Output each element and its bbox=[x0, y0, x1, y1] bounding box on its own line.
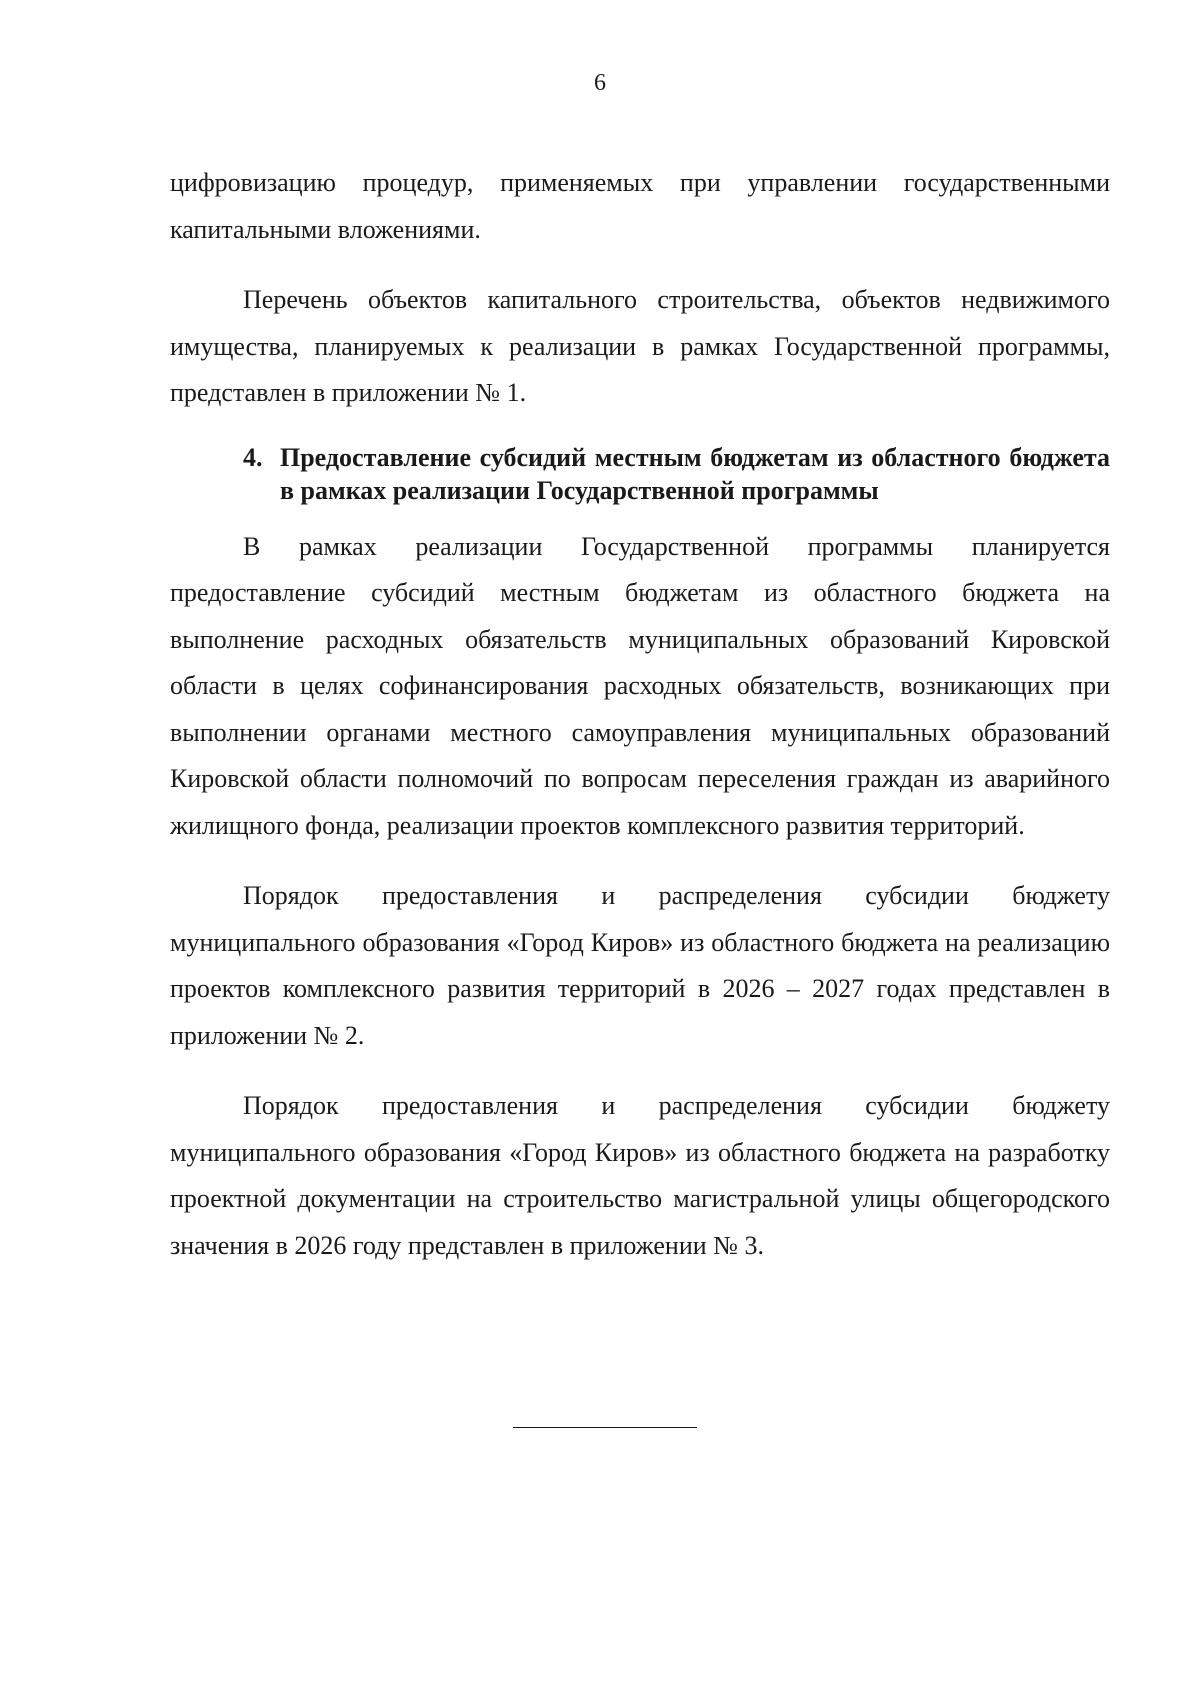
document-body bbox=[170, 160, 1110, 1293]
subsidies-paragraph: В рамках реализации Государственной программы планируется предоставление субсидий местным бюджетам из областного бюджета на выполнение расходных обязательств муниципальных образований Кировской области в целях софинансирования расходных обязательств, возникающих при выполнении органами местного самоуправления муниципальных образований Кировской области полномочий по вопросам переселения граждан из аварийного жилищного фонда, реализации проектов комплексного развития территорий. bbox=[170, 531, 1110, 840]
capital-objects-paragraph: Перечень объектов капитального строительства, объектов недвижимого имущества, планируемых к реализации в рамках Государственной программы, представлен в приложении № 1. bbox=[170, 285, 1110, 407]
page-number: 6 bbox=[594, 70, 606, 96]
continued-paragraph: цифровизацию процедур, применяемых при управлении государственными капитальными вложениями. bbox=[170, 168, 1110, 244]
section-4-heading bbox=[170, 441, 1110, 507]
closing-rule bbox=[513, 1427, 697, 1428]
appendix-2-paragraph: Порядок предоставления и распределения субсидии бюджету муниципального образования «Город Киров» из областного бюджета на реализацию проектов комплексного развития территорий в 2026 – 2027 годах представлен в приложении № 2. bbox=[170, 881, 1110, 1050]
section-title: Предоставление субсидий местным бюджетам из областного бюджета в рамках реализации Государственной программы bbox=[280, 442, 1110, 505]
appendix-3-paragraph: Порядок предоставления и распределения субсидии бюджету муниципального образования «Город Киров» из областного бюджета на разработку проектной документации на строительство магистральной улицы общегородского значения в 2026 году представлен в приложении № 3. bbox=[170, 1091, 1110, 1260]
section-number: 4. bbox=[243, 442, 263, 472]
